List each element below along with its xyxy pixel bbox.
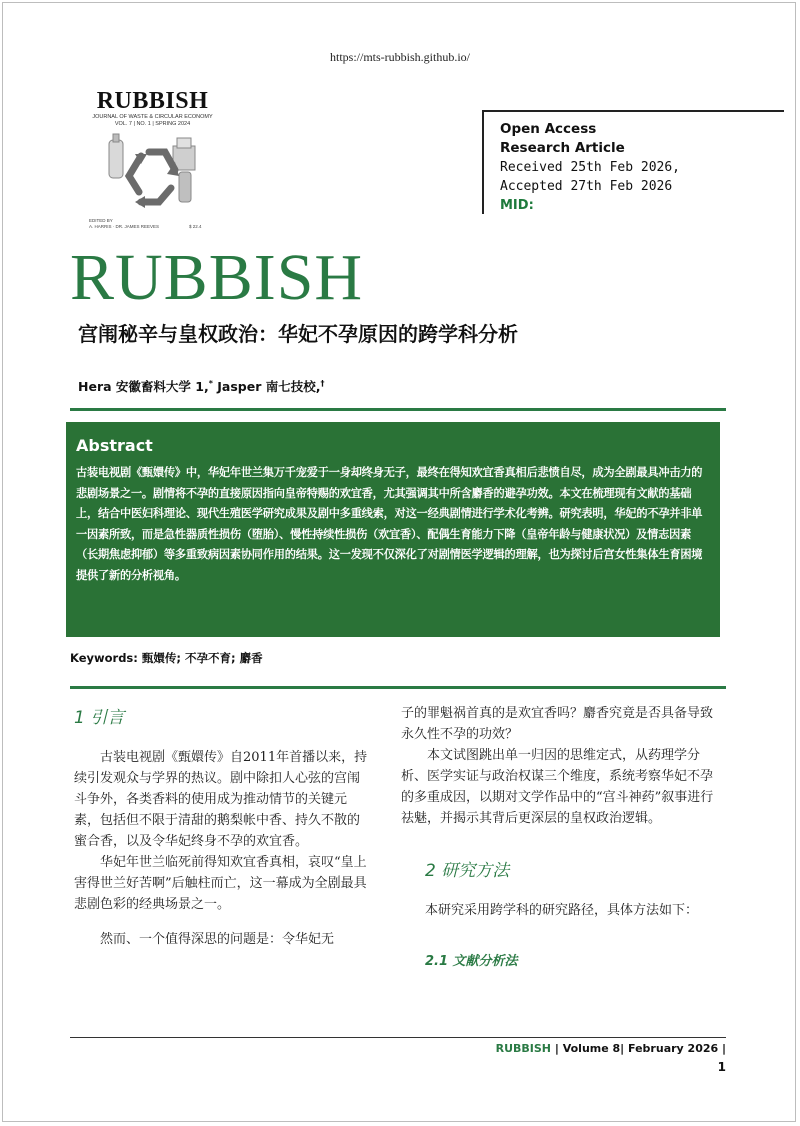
section-1-paragraph-1: 古装电视剧《甄嬛传》自2011年首播以来，持续引发观众与学界的热议。剧中除扣人心弦的宫闱斗争外，各类香料的使用成为推动情节的关键元素，包括但不限于清甜的鹅梨帐中香、持久不散的蜜合香，以及令华妃终身不孕的欢宜香。: [74, 750, 368, 849]
footer-journal-name: RUBBISH: [495, 1042, 552, 1055]
abstract-heading: Abstract: [76, 436, 153, 455]
cover-edited-by: EDITED BY: [89, 218, 113, 223]
subsection-2-1-heading: 2.1 文献分析法: [425, 954, 518, 969]
author-line: [78, 377, 324, 395]
article-type-label: Research Article: [500, 140, 625, 156]
author-2: Jasper 南七技校,: [212, 379, 321, 394]
received-date: Received 25th Feb 2026,: [500, 160, 681, 175]
cover-price: $ 22.4: [189, 224, 202, 229]
paper-title: 宫闱秘辛与皇权政治：华妃不孕原因的跨学科分析: [78, 322, 518, 346]
footer-journal-info: [496, 1042, 726, 1055]
mid-label: MID:: [500, 198, 534, 213]
divider-body: [70, 686, 726, 689]
article-info-box: [482, 110, 784, 214]
divider-top: [70, 408, 726, 411]
abstract-text: 古装电视剧《甄嬛传》中，华妃年世兰集万千宠爱于一身却终身无子，最终在得知欢宜香真相后悲愤自尽，成为全剧最具冲击力的悲剧场景之一。剧情将不孕的直接原因指向皇帝特赐的欢宜香，尤其强调其中所含麝香的避孕功效。本文在梳理现有文献的基础上，结合中医妇科理论、现代生殖医学研究成果及剧中多重线索，对这一经典剧情进行学术化考辨。研究表明，华妃的不孕并非单一因素所致，而是急性器质性损伤（堕胎）、慢性持续性损伤（欢宜香）、配偶生育能力下降（皇帝年龄与健康状况）及情志因素（长期焦虑抑郁）等多重致病因素协同作用的结果。这一发现不仅深化了对剧情医学逻辑的理解，也为探讨后宫女性集体生育困境提供了新的分析视角。: [76, 466, 703, 582]
keywords: [70, 650, 263, 666]
body-column-left: [70, 700, 370, 950]
section-1-paragraph-2: 华妃年世兰临死前得知欢宜香真相，哀叹“皇上害得世兰好苦啊”后触柱而亡，这一幕成为全剧最具悲剧色彩的经典场景之一。: [74, 855, 367, 912]
journal-url[interactable]: https://mts-rubbish.github.io/: [329, 50, 470, 64]
keywords-label: Keywords:: [70, 651, 138, 665]
author-1-mark: *: [208, 378, 213, 388]
footer-volume-date: | Volume 8| February 2026 |: [551, 1042, 726, 1055]
section-1-paragraph-4: 本文试图跳出单一归因的思维定式，从药理学分析、医学实证与政治权谋三个维度，系统考察华妃不孕的多重成因，以期对文学作品中的“宫斗神药”叙事进行祛魅，并揭示其背后更深层的皇权政治逻辑。: [401, 748, 714, 826]
cover-editor-names: A. HARRIS · DR. JAMES REEVES: [89, 224, 160, 229]
keywords-value: 甄嬛传; 不孕不育; 麝香: [137, 651, 263, 665]
cover-subtitle-text: JOURNAL OF WASTE & CIRCULAR ECONOMY: [92, 114, 213, 120]
section-2-paragraph-1: 本研究采用跨学科的研究路径，具体方法如下：: [425, 903, 699, 918]
journal-brand: RUBBISH: [70, 241, 364, 314]
footer-divider: [70, 1037, 726, 1038]
open-access-label: Open Access: [500, 121, 597, 137]
author-1: Hera 安徽畜料大学 1,: [78, 379, 209, 394]
abstract-box: [66, 422, 720, 637]
section-2-heading: 2 研究方法: [425, 861, 510, 881]
accepted-date: Accepted 27th Feb 2026: [500, 179, 673, 194]
section-1-paragraph-3: 然而、一个值得深思的问题是：令华妃无: [100, 932, 335, 947]
section-1-heading: 1 引言: [74, 708, 125, 728]
page-number: 1: [717, 1060, 726, 1074]
cover-subtitle: [85, 114, 220, 128]
section-1-paragraph-3-cont: 子的罪魁祸首真的是欢宜香吗？麝香究竟是否具备导致永久性不孕的功效？: [401, 706, 714, 742]
body-column-right: [397, 703, 723, 972]
cover-issue-text: VOL. 7 | NO. 1 | SPRING 2024: [114, 121, 191, 127]
cover-title: RUBBISH: [96, 88, 209, 114]
journal-cover-image: [85, 88, 220, 238]
author-2-mark: †: [320, 378, 325, 388]
recycling-illustration: [105, 132, 201, 214]
